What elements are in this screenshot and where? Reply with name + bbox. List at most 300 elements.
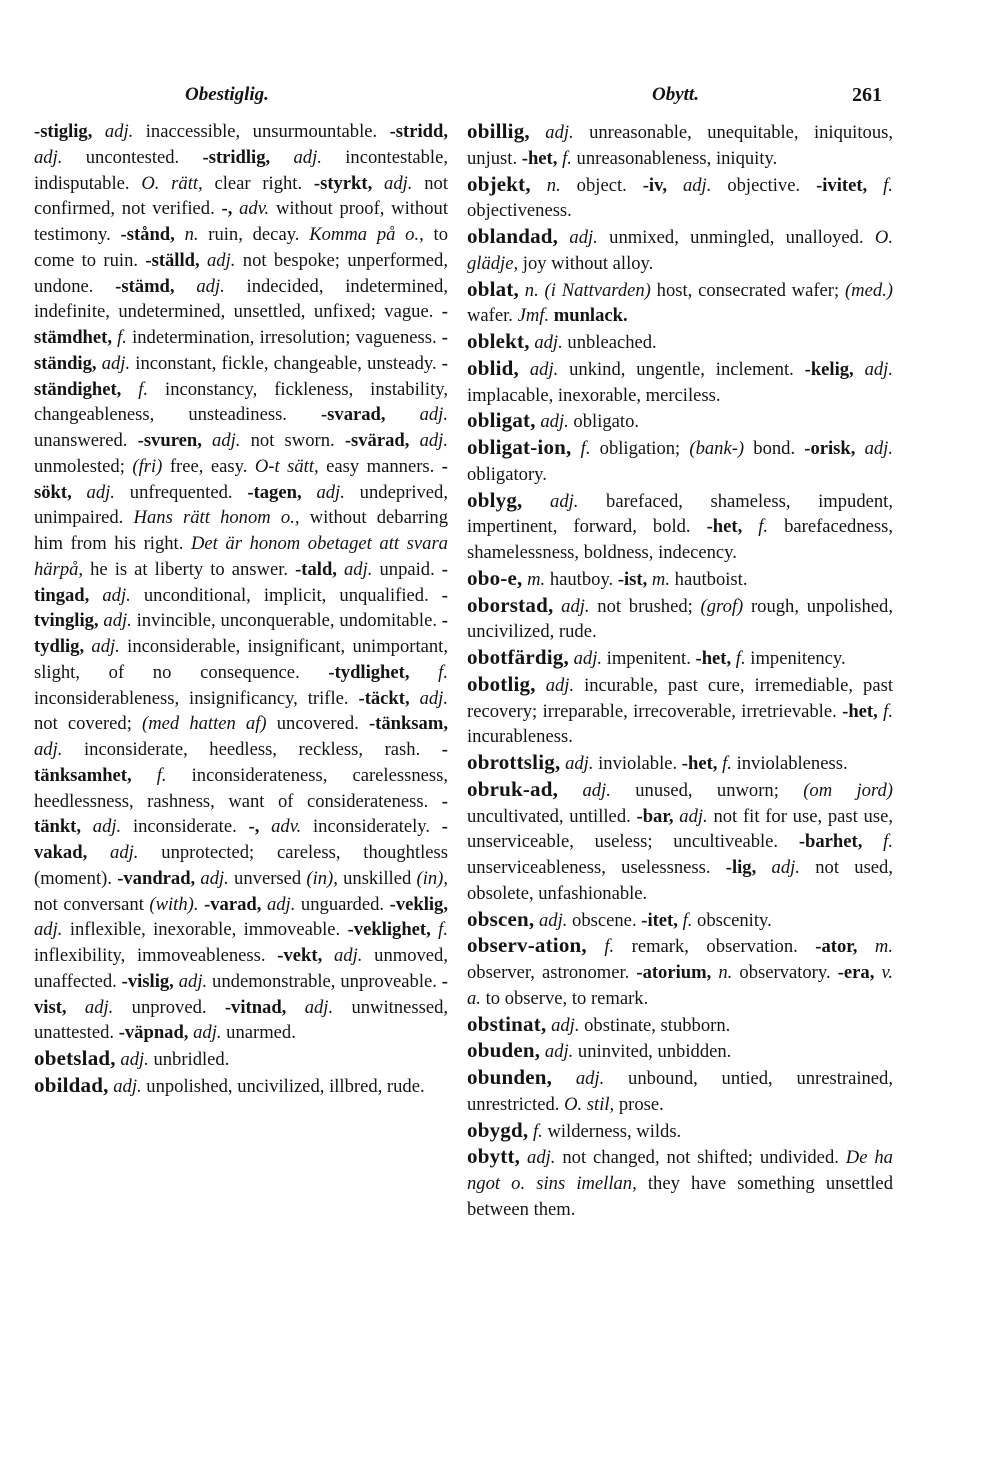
headword: obuden, — [467, 1038, 541, 1063]
definition-text: uninvited, unbidden. — [573, 1041, 732, 1063]
definition-text — [867, 175, 883, 196]
dictionary-entry — [467, 933, 893, 1011]
definition-text: barefacedness, shamelessness, boldness, indecency. — [467, 516, 893, 563]
italic-text: (in), — [306, 867, 338, 889]
definition-text: unguarded. — [295, 893, 390, 915]
headword: oblekt, — [467, 329, 530, 353]
dictionary-entry — [467, 224, 893, 277]
definition-text: without proof, without testimony. — [34, 198, 448, 245]
definition-text — [132, 765, 157, 786]
dictionary-entry — [467, 172, 893, 225]
definition-text: unmoved, unaffected. — [34, 945, 448, 992]
definition-text: bond. — [744, 438, 805, 459]
definition-text: obligato. — [568, 411, 640, 433]
subentry: -stånd, — [120, 224, 175, 245]
italic-text: adj. — [573, 648, 603, 669]
italic-text: n. — [524, 279, 539, 301]
dictionary-entry — [467, 672, 893, 750]
definition-text: impenitency. — [745, 648, 846, 669]
definition-text — [862, 831, 883, 852]
headword: obruk-ad, — [467, 776, 559, 801]
definition-text: not bespoke; unperformed, undone. — [34, 249, 449, 297]
definition-text — [337, 559, 344, 580]
subentry: -sökt, — [34, 455, 448, 503]
subentry: -tald, — [295, 558, 337, 580]
italic-text: (fri) — [132, 455, 163, 477]
subentry: -, — [248, 816, 260, 838]
definition-text: inconsiderate. — [121, 816, 249, 838]
italic-text: n. — [184, 224, 199, 245]
subentry: -vislig, — [121, 970, 174, 992]
definition-text — [175, 224, 185, 245]
italic-text: adj. — [34, 146, 63, 168]
definition-text — [87, 842, 110, 863]
italic-text: (in), — [416, 867, 448, 889]
definition-text: inflexibility, immoveableness. — [34, 945, 278, 966]
headword: obligat-ion, — [467, 435, 572, 459]
headword: obildad, — [34, 1072, 109, 1097]
definition-text: unmolested; — [34, 455, 133, 477]
definition-text: uncontested. — [62, 146, 203, 168]
definition-text: unpolished, uncivilized, illbred, rude. — [141, 1075, 425, 1097]
subentry: -svärad, — [344, 430, 410, 451]
definition-text: free, easy. — [162, 455, 255, 477]
definition-text: obstinate, stubborn. — [579, 1014, 731, 1036]
italic-text: adj. — [419, 687, 448, 709]
italic-text: adj. — [91, 636, 120, 657]
subentry: -veklig, — [389, 893, 448, 915]
headword: oblyg, — [467, 487, 523, 512]
headword: oborstad, — [467, 592, 554, 617]
definition-text: to come to ruin. — [34, 224, 448, 271]
italic-text: adj. — [565, 753, 594, 774]
italic-text: adj. — [120, 1049, 149, 1070]
subentry: -ständighet, — [34, 352, 448, 400]
definition-text: uncovered. — [266, 713, 369, 735]
definition-text: indetermination, irresolution; vagueness. — [126, 327, 442, 348]
dictionary-entry — [467, 645, 893, 672]
italic-text: f. — [532, 1120, 543, 1142]
italic-text: adj. — [419, 404, 448, 426]
definition-text — [386, 404, 420, 425]
italic-text: adj. — [771, 857, 800, 878]
definition-text — [200, 250, 207, 271]
dictionary-entry — [34, 1046, 448, 1073]
definition-text: wafer. — [467, 305, 518, 327]
definition-text: observatory. — [732, 962, 838, 983]
italic-text: f. — [117, 327, 127, 348]
subentry: -orisk, — [804, 438, 856, 459]
dictionary-entry — [467, 593, 893, 646]
definition-text: observer, astronomer. — [467, 962, 637, 983]
definition-text: joy without alloy. — [518, 252, 654, 274]
italic-text: adj. — [266, 893, 296, 915]
subentry: -stiglig, — [34, 121, 93, 142]
definition-text — [530, 122, 545, 143]
definition-text: unkind, ungentle, inclement. — [558, 358, 805, 380]
subentry: -ständig, — [34, 327, 448, 374]
subentry: -era, — [837, 962, 875, 983]
definition-text: not used, obsolete, unfashionable. — [467, 857, 893, 904]
italic-text: adj. — [84, 996, 114, 1018]
definition-text — [286, 997, 304, 1018]
definition-text — [854, 359, 865, 380]
definition-text: inconsiderable, insignificant, unimportant, slight, of no consequence. — [34, 636, 448, 683]
subentry: -atorium, — [636, 962, 712, 983]
italic-text: n. — [546, 174, 561, 196]
definition-text: unpaid. — [372, 558, 442, 580]
dictionary-entry — [467, 488, 893, 566]
subentry: -stämdhet, — [34, 301, 448, 348]
italic-text: (med hatten af) — [142, 713, 267, 735]
headword: obytt, — [467, 1144, 521, 1169]
definition-text: remark, observation. — [614, 936, 816, 958]
definition-text: inaccessible, unsurmountable. — [133, 121, 390, 142]
definition-text: easy manners. — [318, 455, 442, 477]
italic-text: v. a. — [467, 962, 893, 1009]
italic-text: adj. — [102, 584, 131, 606]
headword: oblat, — [467, 276, 519, 301]
italic-text: f. — [562, 147, 572, 169]
italic-text: f. — [156, 764, 167, 786]
definition-text — [667, 175, 683, 196]
italic-text: f. — [722, 753, 732, 774]
definition-text: unwitnessed, unattested. — [34, 996, 449, 1044]
subentry: -het, — [521, 147, 558, 169]
definition-text: host, consecrated wafer; — [650, 279, 845, 301]
subentry: -ator, — [815, 936, 858, 958]
italic-text: adj. — [551, 1014, 580, 1036]
italic-text: (i Nattvarden) — [544, 279, 651, 301]
definition-text — [202, 430, 212, 451]
subentry: -vakad, — [34, 816, 448, 863]
subentry: -het, — [706, 516, 743, 538]
italic-text: (om jord) — [803, 779, 893, 801]
italic-text: adj. — [113, 1075, 142, 1097]
definition-text — [531, 175, 547, 196]
definition-text: obligatory. — [467, 463, 547, 485]
definition-text: hautboy. — [545, 568, 618, 590]
italic-text: adj. — [864, 358, 893, 380]
italic-text: adj. — [538, 909, 568, 931]
italic-text: Jmf. — [517, 305, 550, 327]
subentry: -itet, — [641, 909, 678, 931]
dictionary-entry — [467, 1065, 893, 1118]
definition-text: not conversant — [34, 893, 150, 915]
italic-text: (med.) — [844, 279, 893, 301]
italic-text: adj. — [207, 249, 236, 271]
italic-text: adj. — [864, 438, 893, 459]
italic-text: Komma på o., — [309, 224, 424, 245]
definition-text — [756, 857, 771, 878]
definition-text: they have something unsettled between them. — [467, 1173, 893, 1220]
italic-text: O. rätt, — [141, 172, 203, 194]
headword: objekt, — [467, 171, 531, 196]
italic-text: Det är honom obetaget att svara härpå, — [34, 533, 448, 580]
italic-text: O. stil, — [564, 1093, 615, 1115]
subentry: -, — [221, 198, 233, 220]
definition-text: inconstancy, fickleness, instability, changeableness, unsteadiness. — [34, 378, 448, 426]
italic-text: f. — [735, 648, 746, 669]
definition-text: obligation; — [590, 438, 690, 459]
italic-text: n. — [718, 962, 733, 983]
definition-text: ruin, decay. — [198, 224, 310, 245]
definition-text — [857, 936, 874, 957]
subentry: -varad, — [204, 893, 262, 915]
dictionary-entry — [467, 1144, 893, 1222]
definition-text: inviolable. — [593, 753, 682, 774]
definition-text: object. — [560, 174, 643, 196]
subentry: -tänksamhet, — [34, 739, 448, 786]
headword: obillig, — [467, 119, 530, 143]
definition-text — [522, 491, 550, 512]
definition-text — [259, 816, 271, 837]
definition-text: obscene. — [567, 909, 642, 931]
italic-text: f. — [438, 919, 448, 941]
headword: obstinat, — [467, 1011, 547, 1036]
definition-text — [519, 359, 530, 380]
definition-text — [587, 936, 604, 957]
italic-text: f. — [604, 936, 615, 958]
italic-text: adj. — [561, 595, 590, 617]
subentry: -bar, — [636, 805, 674, 827]
definition-text — [553, 596, 561, 617]
italic-text: f. — [883, 700, 893, 722]
italic-text: adj. — [193, 1022, 222, 1044]
definition-text: obscenity. — [692, 909, 772, 931]
definition-text: invincible, unconquerable, undomitable. — [131, 610, 442, 632]
italic-text: adj. — [544, 1041, 574, 1063]
subentry: -vekt, — [277, 945, 323, 966]
subentry: -svarad, — [320, 404, 386, 426]
definition-text: unconditional, implicit, unqualified. — [130, 584, 442, 606]
definition-text: wilderness, wilds. — [542, 1120, 682, 1142]
italic-text: adj. — [34, 739, 63, 760]
italic-text: adj. — [178, 970, 208, 992]
italic-text: adj. — [104, 121, 134, 142]
definition-text: incurable, past cure, irremediable, past recovery; irreparable, irrecoverable, irretrievable. — [467, 674, 893, 722]
italic-text: adj. — [212, 430, 241, 451]
definition-text — [72, 482, 87, 503]
definition-text: unarmed. — [221, 1022, 296, 1044]
italic-text: adj. — [575, 1068, 605, 1089]
dictionary-entry — [34, 1073, 448, 1100]
definition-text: unbridled. — [148, 1049, 230, 1070]
definition-text: unreasonable, unequitable, iniquitous, unjust. — [467, 122, 893, 169]
definition-text: inconstant, fickle, changeable, unsteady. — [130, 352, 442, 374]
definition-text — [410, 688, 420, 709]
definition-text: not fit for use, past use, unserviceable, useless; uncultiveable. — [467, 805, 893, 853]
italic-text: O. glädje, — [467, 227, 893, 274]
subentry: -barhet, — [798, 831, 863, 853]
italic-text: f. — [580, 438, 591, 459]
italic-text: (with). — [149, 893, 199, 915]
italic-text: f. — [758, 516, 769, 538]
italic-text: adj. — [333, 945, 363, 966]
subentry: -vandrad, — [117, 867, 196, 889]
definition-text: rough, unpolished, uncivilized, rude. — [467, 595, 893, 643]
definition-text: not brushed; — [589, 595, 701, 617]
subentry: -tänksam, — [368, 713, 448, 735]
definition-text — [536, 675, 546, 696]
definition-text — [89, 585, 102, 606]
subentry: -tingad, — [34, 558, 448, 606]
definition-text: inflexible, inexorable, immoveable. — [62, 919, 348, 941]
subentry: -svuren, — [137, 430, 202, 451]
dictionary-entry — [467, 277, 893, 330]
definition-text — [409, 662, 438, 683]
subentry: -het, — [842, 700, 878, 722]
dictionary-entry — [467, 329, 893, 356]
subentry: munlack. — [553, 305, 628, 327]
italic-text: adj. — [92, 816, 122, 838]
definition-text: barefaced, shameless, impudent, impertinent, forward, bold. — [467, 490, 893, 538]
italic-text: m. — [874, 936, 893, 958]
definition-text: unskilled — [337, 867, 417, 889]
subentry: -het, — [681, 753, 718, 774]
headword: obetslad, — [34, 1046, 116, 1070]
definition-text: incontestable, indisputable. — [34, 146, 448, 194]
definition-text: not confirmed, not verified. — [34, 172, 448, 220]
definition-text — [409, 430, 419, 451]
subentry: -tvinglig, — [34, 584, 448, 632]
headword: obligat, — [467, 408, 536, 433]
italic-text: adj. — [344, 558, 373, 580]
dictionary-entry — [467, 777, 893, 907]
definition-text: without debarring him from his right. — [34, 507, 448, 554]
italic-text: adj. — [545, 122, 574, 143]
subentry: -lig, — [725, 857, 757, 878]
italic-text: adj. — [200, 867, 229, 889]
definition-text: unused, unworn; — [610, 779, 804, 801]
definition-text — [92, 121, 104, 142]
italic-text: adj. — [110, 842, 139, 863]
headword: oblandad, — [467, 224, 559, 248]
italic-text: adj. — [103, 610, 132, 632]
italic-text: adj. — [545, 674, 575, 696]
italic-text: m. — [527, 568, 546, 590]
dictionary-entry — [467, 356, 893, 409]
definition-text: undemonstrable, unproveable. — [207, 970, 442, 992]
definition-text: impenitent. — [602, 648, 696, 669]
subentry: -tagen, — [247, 481, 302, 503]
italic-text: Hans rätt honom o., — [133, 507, 300, 529]
definition-text: unproved. — [113, 996, 225, 1018]
definition-text: to observe, to remark. — [480, 987, 649, 1009]
italic-text: adj. — [196, 275, 225, 297]
dictionary-entry — [467, 435, 893, 488]
italic-text: adv. — [271, 816, 302, 838]
headword: obrottslig, — [467, 750, 561, 774]
subentry: -väpnad, — [118, 1022, 189, 1044]
definition-text: unmixed, unmingled, unalloyed. — [597, 227, 875, 248]
dictionary-entry — [467, 750, 893, 777]
italic-text: adj. — [304, 996, 334, 1018]
italic-text: adj. — [529, 358, 559, 380]
dictionary-entry — [467, 408, 893, 435]
italic-text: adj. — [527, 1147, 556, 1169]
italic-text: adj. — [101, 352, 131, 374]
italic-text: adj. — [582, 779, 611, 801]
definition-text: unversed — [228, 867, 307, 889]
subentry: -tänkt, — [34, 790, 448, 838]
italic-text: adv. — [239, 198, 270, 220]
italic-text: f. — [682, 909, 693, 931]
definition-text — [520, 1147, 527, 1168]
italic-text: (bank-) — [689, 438, 745, 459]
italic-text: adj. — [86, 481, 115, 503]
definition-text: unfrequented. — [114, 481, 248, 503]
headword: oblid, — [467, 355, 519, 380]
definition-text — [552, 1068, 576, 1089]
definition-text: not changed, not shifted; undivided. — [555, 1147, 846, 1169]
definition-text: clear right. — [202, 172, 314, 194]
definition-text: uncultivated, untilled. — [467, 805, 637, 827]
subentry: -iv, — [642, 174, 667, 196]
definition-text: unserviceableness, uselessness. — [467, 857, 726, 878]
definition-text — [175, 276, 197, 297]
headword: obotlig, — [467, 671, 536, 696]
italic-text: (grof) — [700, 595, 744, 617]
definition-text — [322, 945, 334, 966]
definition-text — [67, 997, 85, 1018]
definition-text — [121, 379, 138, 400]
definition-text: unbleached. — [562, 332, 657, 353]
definition-text: objectiveness. — [467, 200, 572, 222]
right-running-head: Obytt. — [652, 84, 699, 105]
left-column — [34, 119, 448, 1100]
page-number: 261 — [852, 84, 882, 106]
italic-text: f. — [883, 174, 893, 196]
italic-text: adj. — [419, 430, 448, 451]
left-running-head: Obestiglig. — [185, 84, 269, 105]
definition-text — [742, 516, 758, 537]
definition-text: hautboist. — [670, 568, 748, 590]
definition-text: unprotected; careless, thoughtless (moment). — [34, 842, 448, 889]
definition-text: incurableness. — [467, 726, 573, 748]
headword: obo-e, — [467, 565, 523, 590]
subentry: -vitnad, — [224, 996, 287, 1018]
dictionary-entry — [467, 119, 893, 172]
italic-text: adj. — [569, 227, 598, 248]
definition-text: inconsiderate, heedless, reckless, rash. — [62, 739, 442, 760]
definition-text: implacable, inexorable, merciless. — [467, 384, 721, 406]
italic-text: adj. — [34, 919, 63, 941]
italic-text: f. — [138, 378, 149, 400]
dictionary-entry — [467, 1012, 893, 1039]
definition-text: unanswered. — [34, 430, 138, 451]
italic-text: f. — [883, 831, 893, 853]
headword: obunden, — [467, 1065, 553, 1089]
subentry: -tydlighet, — [328, 661, 410, 683]
definition-text: inconsiderateness, carelessness, heedlessness, rashness, want of considerateness. — [34, 764, 448, 812]
subentry: -vist, — [34, 970, 448, 1018]
definition-text: unbound, untied, unrestrained, unrestricted. — [467, 1068, 893, 1115]
italic-text: adj. — [384, 172, 413, 194]
dictionary-entry — [467, 1038, 893, 1065]
definition-text: unreasonableness, iniquity. — [571, 147, 778, 169]
italic-text: adj. — [550, 490, 579, 512]
subentry: -veklighet, — [347, 919, 431, 941]
definition-text — [270, 147, 293, 168]
subentry: -styrkt, — [313, 172, 373, 194]
headword: obygd, — [467, 1117, 529, 1142]
definition-text: inconsiderately. — [301, 816, 442, 838]
definition-text: inviolableness. — [731, 753, 848, 774]
subentry: -stridd, — [389, 121, 448, 142]
italic-text: adj. — [679, 805, 708, 827]
subentry: -kelig, — [804, 358, 854, 380]
